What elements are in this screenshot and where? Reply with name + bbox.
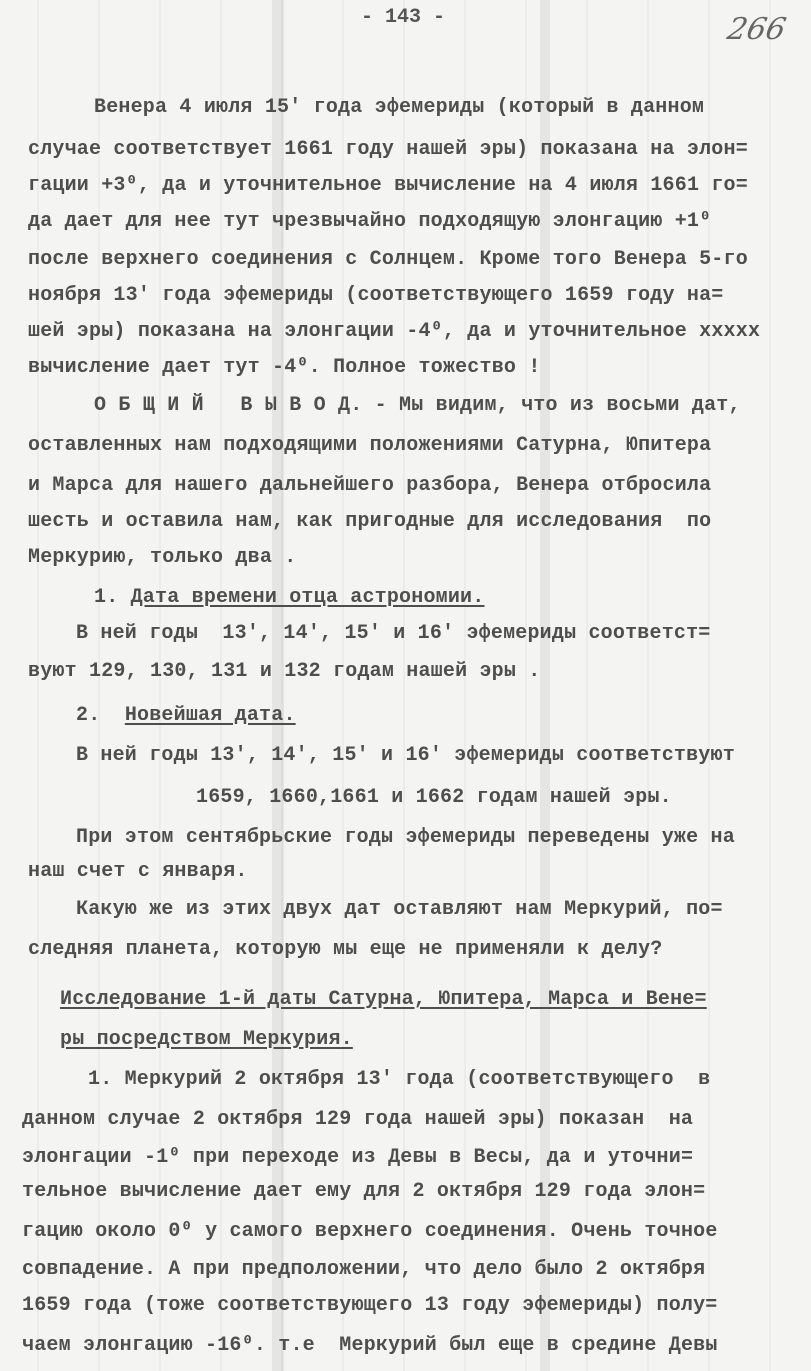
section-heading-line: О Б Щ И Й В Ы В О Д. - Мы видим, что из восьми дат, xyxy=(94,394,741,417)
text-line: элонгации -1⁰ при переходе из Девы в Весы, да и уточни= xyxy=(22,1146,694,1169)
text-line: шесть и оставила нам, как пригодные для исследования по xyxy=(28,510,712,533)
text-line: В ней годы 13', 14', 15' и 16' эфемериды соответст= xyxy=(76,622,711,645)
text-line: 1. Меркурий 2 октября 13' года (соответствующего в xyxy=(88,1068,711,1091)
list-number: 2. xyxy=(76,704,125,727)
underlined-title: Дата времени отца астрономии. xyxy=(130,586,485,609)
text-line: оставленных нам подходящими положениями Сатурна, Юпитера xyxy=(28,434,712,457)
underlined-heading: Исследование 1-й даты Сатурна, Юпитера, Марса и Вене= xyxy=(60,988,707,1011)
text-line: совпадение. А при предположении, что дело было 2 октября xyxy=(22,1258,706,1281)
page-number: - 143 - xyxy=(361,6,446,29)
text-line: ноября 13' года эфемериды (соответствующего 1659 году на= xyxy=(28,284,724,307)
text-line: случае соответствует 1661 году нашей эры) показана на элон= xyxy=(28,138,748,161)
text-line: вуют 129, 130, 131 и 132 годам нашей эры . xyxy=(28,660,541,683)
archive-number-handwritten: 266 xyxy=(724,12,789,47)
text-line: данном случае 2 октября 129 года нашей эры) показан на xyxy=(22,1108,694,1131)
underlined-heading: ры посредством Меркурия. xyxy=(60,1028,353,1051)
list-item-2 xyxy=(76,704,296,728)
text-line: В ней годы 13', 14', 15' и 16' эфемериды соответствуют xyxy=(76,744,735,767)
list-item-1 xyxy=(94,586,484,610)
text-line: и Марса для нашего дальнейшего разбора, Венера отбросила xyxy=(28,474,712,497)
list-number: 1. xyxy=(94,586,131,609)
text-line: шей эры) показана на элонгации -4⁰, да и уточнительное xxxxx xyxy=(28,320,761,343)
text-line: наш счет с января. xyxy=(28,860,248,883)
text-line: да дает для нее тут чрезвычайно подходящую элонгацию +1⁰ xyxy=(28,210,712,233)
text-line: следняя планета, которую мы еще не применяли к делу? xyxy=(28,938,663,961)
text-line: Какую же из этих двух дат оставляют нам Меркурий, по= xyxy=(76,898,723,921)
text-line: тельное вычисление дает ему для 2 октября 129 года элон= xyxy=(22,1180,706,1203)
text-line: 1659, 1660,1661 и 1662 годам нашей эры. xyxy=(196,786,672,809)
text-line: гации +3⁰, да и уточнительное вычисление на 4 июля 1661 го= xyxy=(28,174,748,197)
text-line: чаем элонгацию -16⁰. т.е Меркурий был еще в средине Девы xyxy=(22,1334,718,1357)
text-line: 1659 года (тоже соответствующего 13 году эфемериды) полу= xyxy=(22,1294,718,1317)
text-line: Меркурию, только два . xyxy=(28,546,297,569)
underlined-title: Новейшая дата. xyxy=(124,704,296,727)
text-line: после верхнего соединения с Солнцем. Кроме того Венера 5-го xyxy=(28,248,748,271)
text-line: вычисление дает тут -4⁰. Полное тожество ! xyxy=(28,356,541,379)
text-line: При этом сентябрьские годы эфемериды переведены уже на xyxy=(76,826,735,849)
text-line: гацию около 0⁰ у самого верхнего соединения. Очень точное xyxy=(22,1220,718,1243)
text-line: Венера 4 июля 15' года эфемериды (который в данном xyxy=(94,96,705,119)
